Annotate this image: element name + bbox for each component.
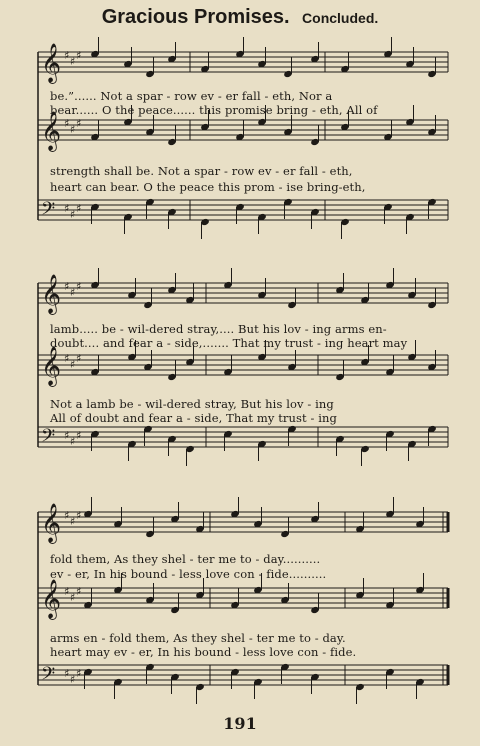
- page-number: 191: [223, 714, 257, 733]
- sharp-sign: ♯: [76, 509, 82, 522]
- sharp-sign: ♯: [64, 117, 70, 130]
- lyric-line: heart can bear. O the peace this prom - ise bring-eth,: [50, 180, 366, 194]
- treble-clef: 𝄞: [41, 274, 62, 314]
- sharp-sign: ♯: [64, 202, 70, 215]
- lyric-line: doubt.... and fear a - side,....... That my trust - ing heart may: [50, 336, 408, 350]
- sharp-sign: ♯: [76, 280, 82, 293]
- treble-clef: 𝄞: [41, 503, 62, 543]
- bass-clef: 𝄢: [41, 664, 56, 689]
- bass-clef: 𝄢: [41, 199, 56, 224]
- sharp-sign: ♯: [70, 435, 76, 448]
- sharp-sign: ♯: [70, 673, 76, 686]
- lyric-line: heart may ev - er, In his bound - less love con - fide.: [50, 645, 357, 659]
- sharp-sign: ♯: [64, 352, 70, 365]
- sharp-sign: ♯: [76, 202, 82, 215]
- sharp-sign: ♯: [70, 591, 76, 604]
- treble-clef: 𝄞: [41, 111, 62, 151]
- lyric-line: Not a lamb be - wil-dered stray, But his lov - ing: [50, 397, 334, 411]
- treble-clef: 𝄞: [41, 43, 62, 83]
- sharp-sign: ♯: [76, 429, 82, 442]
- sharp-sign: ♯: [76, 667, 82, 680]
- sharp-sign: ♯: [70, 55, 76, 68]
- sharp-sign: ♯: [70, 123, 76, 136]
- lyric-line: fold them, As they shel - ter me to - day..........: [50, 552, 321, 566]
- sharp-sign: ♯: [64, 585, 70, 598]
- sharp-sign: ♯: [70, 358, 76, 371]
- lyric-line: All of doubt and fear a - side, That my trust - ing: [50, 411, 338, 425]
- sharp-sign: ♯: [70, 286, 76, 299]
- sharp-sign: ♯: [64, 280, 70, 293]
- sharp-sign: ♯: [76, 117, 82, 130]
- sharp-sign: ♯: [76, 585, 82, 598]
- lyric-line: lamb..... be - wil-dered stray,.... But his lov - ing arms en-: [50, 322, 387, 336]
- sharp-sign: ♯: [64, 509, 70, 522]
- lyric-line: strength shall be. Not a spar - row ev - er fall - eth,: [50, 164, 353, 178]
- lyric-line: bear...... O the peace...... this promise bring - eth, All of: [50, 103, 378, 117]
- bass-clef: 𝄢: [41, 426, 56, 451]
- hymn-subtitle: Concluded.: [302, 10, 379, 26]
- treble-clef: 𝄞: [41, 346, 62, 386]
- lyric-line: arms en - fold them, As they shel - ter me to - day.: [50, 631, 346, 645]
- hymn-title: Gracious Promises.: [101, 6, 290, 28]
- treble-clef: 𝄞: [41, 579, 62, 619]
- sharp-sign: ♯: [70, 515, 76, 528]
- sharp-sign: ♯: [70, 208, 76, 221]
- sharp-sign: ♯: [64, 667, 70, 680]
- sharp-sign: ♯: [76, 352, 82, 365]
- sharp-sign: ♯: [64, 49, 70, 62]
- sharp-sign: ♯: [76, 49, 82, 62]
- sharp-sign: ♯: [64, 429, 70, 442]
- lyric-line: be.”...... Not a spar - row ev - er fall - eth, Nor a: [50, 89, 333, 103]
- lyric-line: ev - er, In his bound - less love con - fide..........: [50, 567, 327, 581]
